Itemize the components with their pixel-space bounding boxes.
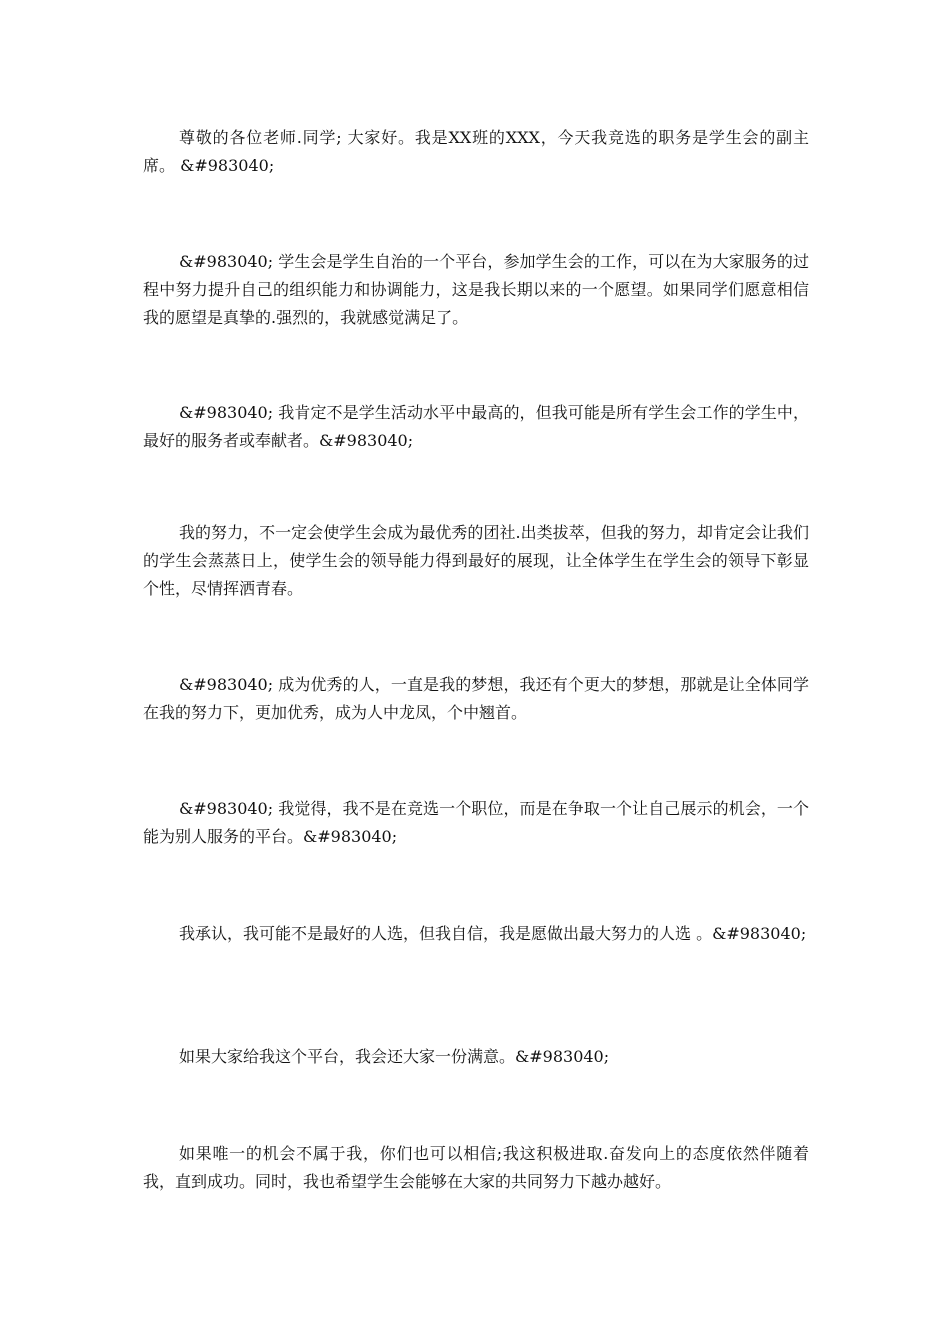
paragraph-5: &#983040; 成为优秀的人，一直是我的梦想，我还有个更大的梦想，那就是让全体同学在我的努力下，更加优秀，成为人中龙凤，个中翘首。 — [143, 675, 809, 722]
paragraph-7: 我承认，我可能不是最好的人选，但我自信，我是愿做出最大努力的人选 。&#983040; — [179, 924, 807, 943]
paragraph-3: &#983040; 我肯定不是学生活动水平中最高的，但我可能是所有学生会工作的学生中，最好的服务者或奉献者。&#983040; — [143, 403, 809, 450]
paragraph-9: 如果唯一的机会不属于我，你们也可以相信;我这积极进取.奋发向上的态度依然伴随着我，直到成功。同时，我也希望学生会能够在大家的共同努力下越办越好。 — [143, 1144, 809, 1191]
paragraph-6: &#983040; 我觉得，我不是在竞选一个职位，而是在争取一个让自己展示的机会，一个能为别人服务的平台。&#983040; — [143, 799, 809, 846]
paragraph-2: &#983040; 学生会是学生自治的一个平台，参加学生会的工作，可以在为大家服务的过程中努力提升自己的组织能力和协调能力，这是我长期以来的一个愿望。如果同学们愿意相信我的愿望是真挚的.强烈的，我就感觉满足了。 — [143, 252, 809, 327]
paragraph-4: 我的努力，不一定会使学生会成为最优秀的团社.出类拔萃，但我的努力，却肯定会让我们的学生会蒸蒸日上，使学生会的领导能力得到最好的展现，让全体学生在学生会的领导下彰显个性，尽情挥洒青春。 — [143, 523, 809, 598]
paragraph-1: 尊敬的各位老师.同学; 大家好。我是XX班的XXX，今天我竞选的职务是学生会的副主席。 &#983040; — [143, 128, 809, 175]
paragraph-8: 如果大家给我这个平台，我会还大家一份满意。&#983040; — [179, 1047, 610, 1066]
